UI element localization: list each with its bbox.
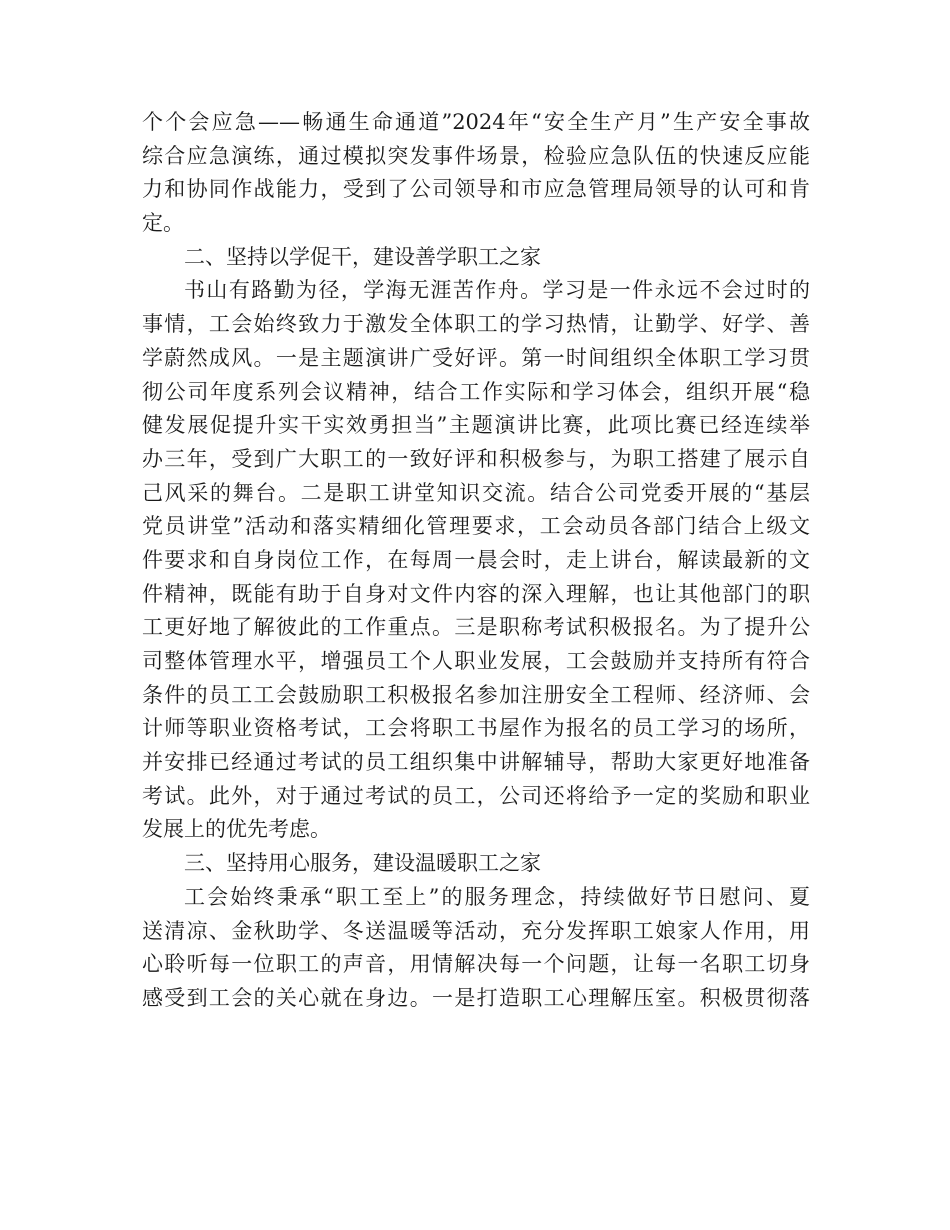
paragraph-emergency-drill xyxy=(142,106,810,241)
text-line: 发展上的优先考虑。 xyxy=(142,817,331,842)
text-line: 计师等职业资格考试，工会将职工书屋作为报名的员工学习的场所， xyxy=(142,716,810,741)
text-line: 件要求和自身岗位工作，在每周一晨会时，走上讲台，解读最新的文 xyxy=(142,547,810,572)
heading-line: 三、坚持用心服务，建设温暖职工之家 xyxy=(184,851,541,876)
section-heading-service xyxy=(142,847,810,881)
text-line: 并安排已经通过考试的员工组织集中讲解辅导，帮助大家更好地准备 xyxy=(142,750,810,775)
text-line: 彻公司年度系列会议精神，结合工作实际和学习体会，组织开展“稳 xyxy=(142,379,810,404)
text-line: 事情，工会始终致力于激发全体职工的学习热情，让勤学、好学、善 xyxy=(142,312,810,337)
document-page xyxy=(142,106,810,1016)
text-line: 考试。此外，对于通过考试的员工，公司还将给予一定的奖励和职业 xyxy=(142,783,810,808)
section-heading-learning xyxy=(142,241,810,275)
text-line: 党员讲堂”活动和落实精细化管理要求，工会动员各部门结合上级文 xyxy=(142,514,810,539)
text-line: 己风采的舞台。二是职工讲堂知识交流。结合公司党委开展的“基层 xyxy=(142,480,810,505)
text-line: 力和协同作战能力，受到了公司领导和市应急管理局领导的认可和肯 xyxy=(142,177,810,202)
text-line: 书山有路勤为径，学海无涯苦作舟。学习是一件永远不会过时的 xyxy=(184,278,810,303)
text-line: 心聆听每一位职工的声音，用情解决每一个问题，让每一名职工切身 xyxy=(142,952,810,977)
text-line: 条件的员工工会鼓励职工积极报名参加注册安全工程师、经济师、会 xyxy=(142,682,810,707)
text-line: 办三年，受到广大职工的一致好评和积极参与，为职工搭建了展示自 xyxy=(142,446,810,471)
text-line: 学蔚然成风。一是主题演讲广受好评。第一时间组织全体职工学习贯 xyxy=(142,345,810,370)
text-line: 工会始终秉承“职工至上”的服务理念，持续做好节日慰问、夏 xyxy=(184,884,810,909)
text-line: 个个会应急——畅通生命通道”2024年“安全生产月”生产安全事故 xyxy=(142,110,810,134)
text-line: 感受到工会的关心就在身边。一是打造职工心理解压室。积极贯彻落 xyxy=(142,985,810,1010)
text-line: 送清凉、金秋助学、冬送温暖等活动，充分发挥职工娘家人作用，用 xyxy=(142,918,810,943)
paragraph-service xyxy=(142,881,810,1016)
text-line: 司整体管理水平，增强员工个人职业发展，工会鼓励并支持所有符合 xyxy=(142,649,810,673)
text-line: 件精神，既能有助于自身对文件内容的深入理解，也让其他部门的职 xyxy=(142,581,810,606)
text-line: 工更好地了解彼此的工作重点。三是职称考试积极报名。为了提升公 xyxy=(142,615,810,640)
paragraph-learning xyxy=(142,274,810,847)
heading-line: 二、坚持以学促干，建设善学职工之家 xyxy=(184,244,541,269)
text-line: 健发展促提升实干实效勇担当”主题演讲比赛，此项比赛已经连续举 xyxy=(142,413,810,438)
text-line: 综合应急演练，通过模拟突发事件场景，检验应急队伍的快速反应能 xyxy=(142,143,810,168)
text-line: 定。 xyxy=(142,211,184,236)
